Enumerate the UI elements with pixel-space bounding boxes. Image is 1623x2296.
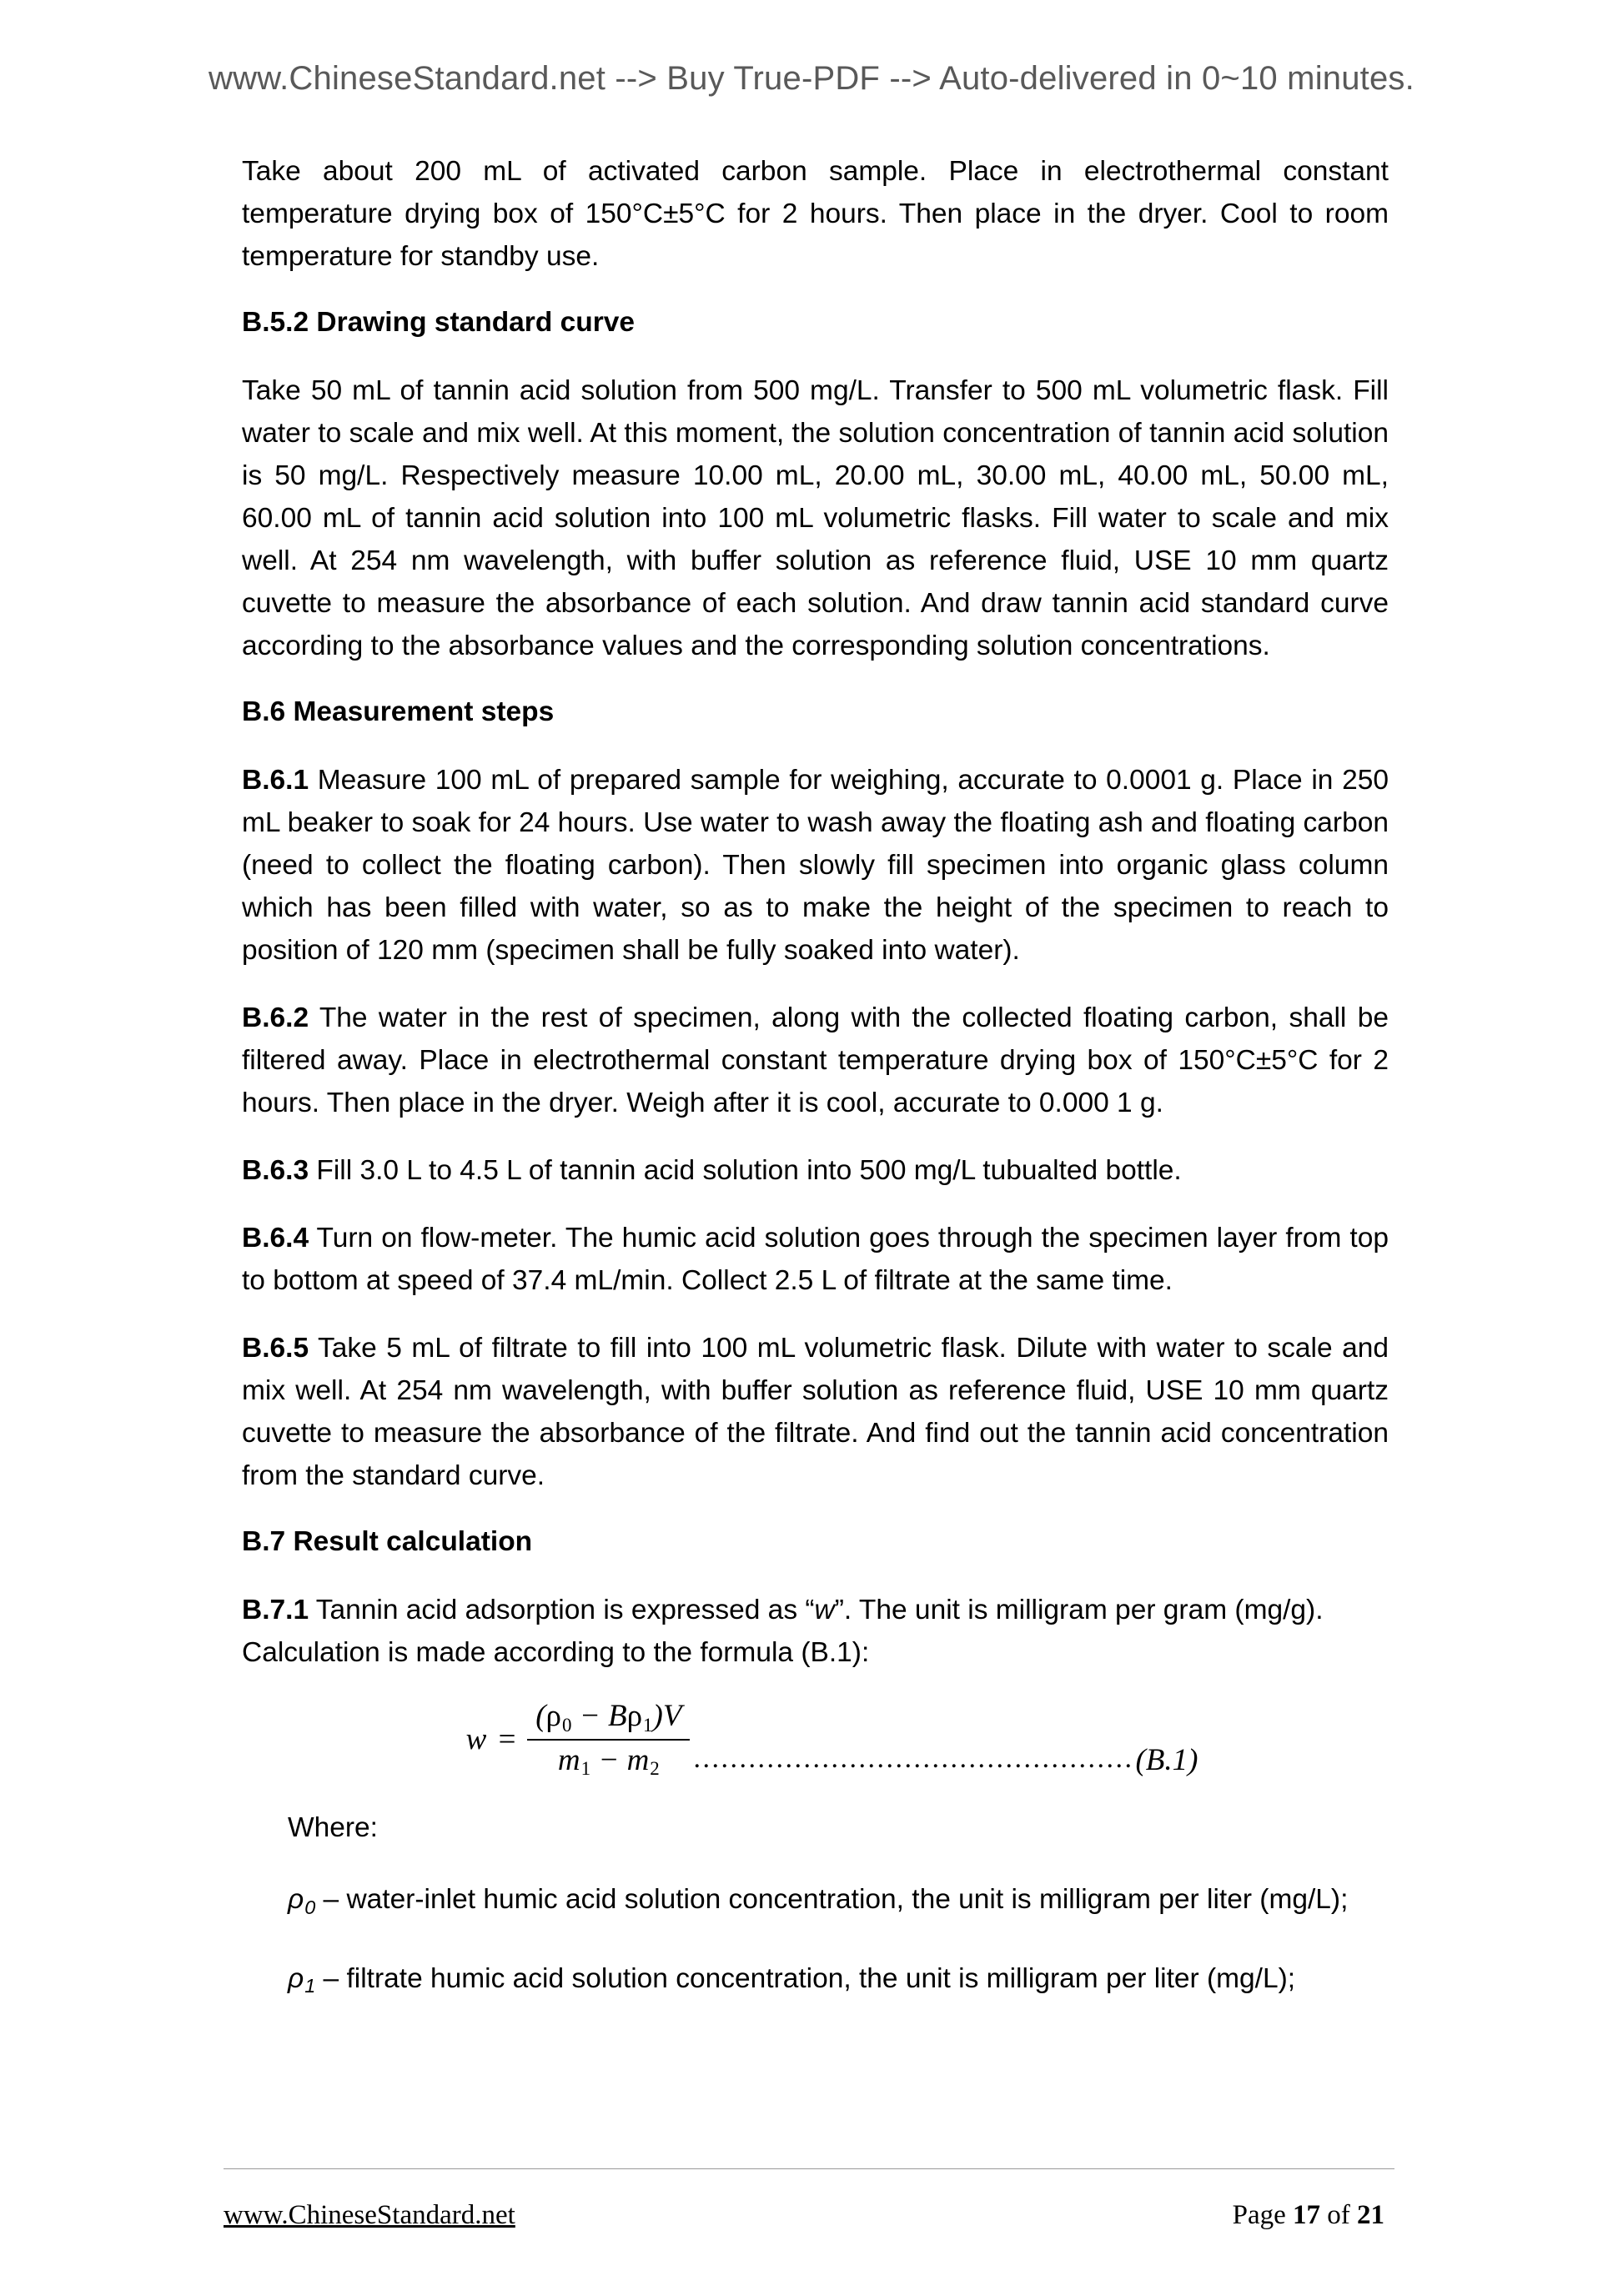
clause-text-b-7-1-part1: Tannin acid adsorption is expressed as “ [309,1595,815,1625]
paragraph-b-6-4 [242,1217,1389,1302]
mass-m1-subscript: 1 [580,1758,591,1780]
numerator-minus: − [571,1699,608,1733]
volume-v: V [662,1699,682,1733]
formula-b-1 [242,1699,1389,1780]
page-total: 21 [1357,2200,1384,2230]
formula-variable: w [465,1722,487,1757]
mass-m2-subscript: 2 [650,1758,660,1780]
paren-close: ) [652,1699,663,1733]
document-body [242,150,1389,2037]
clause-text-b-7-1-part2: ”. The unit is milligram per gram (mg/g). Calculation is made according to the formula (B.1): [242,1595,1324,1668]
paragraph-b-6-2 [242,997,1389,1124]
paragraph-b-6-1 [242,759,1389,972]
footer-divider [224,2168,1394,2169]
variable-definition-rho-0 [288,1880,1389,1927]
paren-open: ( [535,1699,546,1733]
formula-fraction [527,1699,690,1780]
paragraph-b-7-1 [242,1589,1389,1674]
footer-page-indicator [1233,2200,1394,2231]
leader-dots: ................................................ [693,1743,1134,1775]
formula-equals: = [496,1722,518,1757]
promo-banner: www.ChineseStandard.net --> Buy True-PDF --> Auto-delivered in 0~10 minutes. [209,60,1414,97]
page-number: 17 [1293,2200,1320,2230]
heading-b-5-2: B.5.2 Drawing standard curve [242,307,636,338]
clause-text-b-6-4: Turn on flow-meter. The humic acid solution goes through the specimen layer from top to bottom at speed of 37.4 mL/min. Collect 2.5 L of filtrate at the same time. [242,1223,1389,1296]
intro-paragraph: Take about 200 mL of activated carbon sample. Place in electrothermal constant temperature drying box of 150°C±5°C for 2 hours. Then place in the dryer. Cool to room temperature for standby use. [242,156,1389,272]
paragraph-b-6-3 [242,1149,1389,1192]
rho-subscript: 1 [304,1975,316,1997]
page-of: of [1320,2200,1357,2230]
denominator-minus: − [590,1742,627,1777]
formula-numerator [527,1699,690,1741]
variable-description-rho-0: – water-inlet humic acid solution concentration, the unit is milligram per liter (mg/L); [315,1884,1349,1916]
clause-text-b-6-3: Fill 3.0 L to 4.5 L of tannin acid solution into 500 mg/L tubualted bottle. [309,1155,1182,1186]
heading-b-7: B.7 Result calculation [242,1526,533,1557]
variable-description-rho-1: – filtrate humic acid solution concentration, the unit is milligram per liter (mg/L); [315,1962,1296,1994]
page-prefix: Page [1232,2200,1293,2230]
footer-site-link[interactable]: www.ChineseStandard.net [224,2200,515,2230]
variable-definition-rho-1 [288,1959,1389,2007]
clause-number-b-6-5: B.6.5 [242,1333,309,1364]
rho-zero-subscript: 0 [562,1714,572,1736]
where-label: Where: [288,1812,378,1844]
formula-expression [466,1699,1198,1780]
rho-zero: ρ [545,1699,562,1733]
where-block [288,1808,1389,2006]
heading-b-6: B.6 Measurement steps [242,696,555,727]
paragraph-b-5-2: Take 50 mL of tannin acid solution from 500 mg/L. Transfer to 500 mL volumetric flask. Fill water to scale and mix well. At this moment, the solution concentration of tannin acid solution is 50 mg/L. Respectively measure 10.00 mL, 20.00 mL, 30.00 mL, 40.00 mL, 50.00 mL, 60.00 mL of tannin acid solution into 100 mL volumetric flasks. Fill water to scale and mix well. At 254 nm wavelength, with buffer solution as reference fluid, USE 10 mm quartz cuvette to measure the absorbance of each solution. And draw tannin acid standard curve according to the absorbance values and the corresponding solution concentrations. [242,375,1389,661]
rho-subscript: 0 [304,1896,316,1918]
rho-one: ρ [626,1699,643,1733]
variable-symbol-rho-0 [288,1884,316,1918]
formula-denominator [550,1741,668,1781]
clause-number-b-6-2: B.6.2 [242,1002,309,1033]
paragraph-b-6-5 [242,1327,1389,1497]
page-footer [224,2200,1394,2231]
equation-label: (B.1) [1135,1743,1198,1778]
rho-one-subscript: 1 [643,1714,653,1736]
mass-m1: m [557,1742,580,1777]
clause-number-b-6-4: B.6.4 [242,1223,309,1254]
clause-text-b-6-5: Take 5 mL of filtrate to fill into 100 mL volumetric flask. Dilute with water to scale and mix well. At 254 nm wavelength, with buffer solution as reference fluid, USE 10 mm quartz cuvette to measure the absorbance of the filtrate. And find out the tannin acid concentration from the standard curve. [242,1333,1389,1491]
clause-text-b-6-1: Measure 100 mL of prepared sample for weighing, accurate to 0.0001 g. Place in 250 mL beaker to soak for 24 hours. Use water to wash away the floating ash and floating carbon (need to collect the floating carbon). Then slowly fill specimen into organic glass column which has been filled with water, so as to make the height of the specimen to reach to position of 120 mm (specimen shall be fully soaked into water). [242,765,1389,966]
rho-glyph: ρ [288,1962,304,1994]
rho-glyph: ρ [288,1884,304,1916]
symbol-w: w [814,1595,835,1625]
clause-text-b-6-2: The water in the rest of specimen, along with the collected floating carbon, shall be filtered away. Place in electrothermal constant temperature drying box of 150°C±5°C for 2 hours. Then place in the dryer. Weigh after it is cool, accurate to 0.000 1 g. [242,1002,1389,1118]
mass-m2: m [626,1742,650,1777]
clause-number-b-6-1: B.6.1 [242,765,309,796]
clause-number-b-7-1: B.7.1 [242,1595,309,1625]
variable-symbol-rho-1 [288,1962,316,1997]
coefficient-b: B [607,1699,627,1733]
clause-number-b-6-3: B.6.3 [242,1155,309,1186]
